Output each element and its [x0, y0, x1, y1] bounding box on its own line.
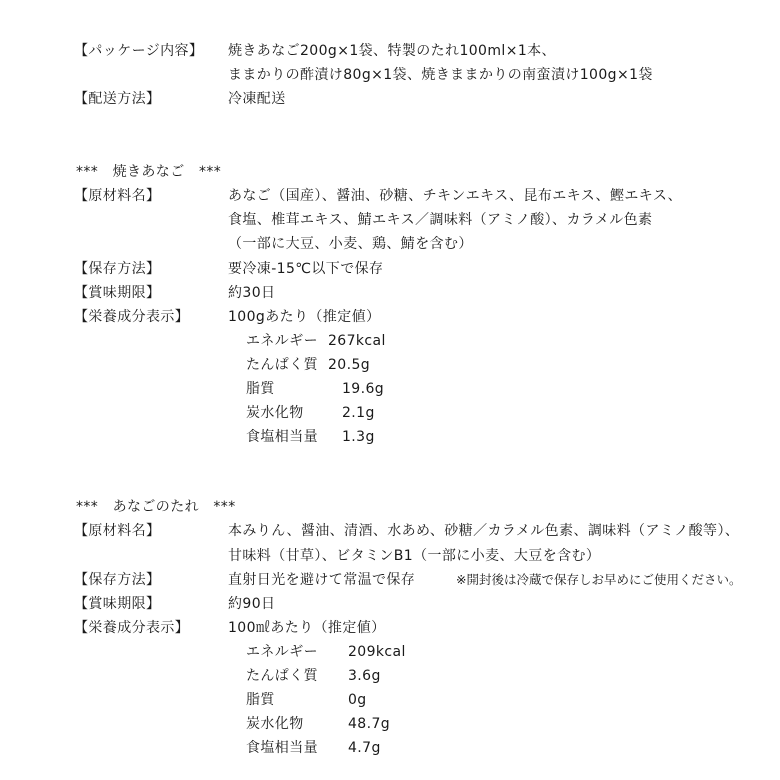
s2-nutrition-name: たんぱく質 — [246, 668, 318, 684]
s1-expiry-value: 約30日 — [228, 285, 276, 301]
s2-storage-label: 【保存方法】 — [74, 572, 161, 588]
s1-ingredients-line2: 食塩、椎茸エキス、鯖エキス／調味料（アミノ酸）、カラメル色素 — [228, 212, 653, 228]
s2-expiry-value: 約90日 — [228, 596, 276, 612]
s1-nutrition-header: 100gあたり（推定値） — [228, 309, 381, 325]
s1-storage-label: 【保存方法】 — [74, 261, 161, 277]
s2-ingredients-label: 【原材料名】 — [74, 523, 161, 539]
s2-nutrition-label: 【栄養成分表示】 — [74, 620, 190, 636]
s1-nutrition-value: 267kcal — [328, 333, 386, 349]
section2-title: *** あなごのたれ *** — [76, 499, 236, 515]
s1-ingredients-line1: あなご（国産）、醤油、砂糖、チキンエキス、昆布エキス、鰹エキス、 — [228, 188, 683, 204]
s1-expiry-label: 【賞味期限】 — [74, 285, 161, 301]
s1-storage-value: 要冷凍-15℃以下で保存 — [228, 261, 384, 277]
s1-ingredients-label: 【原材料名】 — [74, 188, 161, 204]
s1-nutrition-value: 1.3g — [342, 429, 375, 445]
s2-nutrition-name: 食塩相当量 — [246, 740, 318, 756]
s2-ingredients-line2: 甘味料（甘草）、ビタミンB1（一部に小麦、大豆を含む） — [228, 548, 601, 564]
s1-nutrition-name: たんぱく質 — [246, 357, 318, 373]
s2-nutrition-value: 4.7g — [348, 740, 381, 756]
s1-nutrition-value: 20.5g — [328, 357, 371, 373]
package-value-line2: ままかりの酢漬け80g×1袋、焼きままかりの南蛮漬け100g×1袋 — [228, 67, 653, 83]
package-value-line1: 焼きあなご200g×1袋、特製のたれ100ml×1本、 — [228, 43, 556, 59]
s1-nutrition-name: 脂質 — [246, 381, 275, 397]
s2-storage-value: 直射日光を避けて常温で保存 — [228, 572, 416, 588]
package-label: 【パッケージ内容】 — [74, 43, 204, 59]
s2-nutrition-name: 脂質 — [246, 692, 275, 708]
s1-nutrition-label: 【栄養成分表示】 — [74, 309, 190, 325]
s2-nutrition-value: 3.6g — [348, 668, 381, 684]
s2-expiry-label: 【賞味期限】 — [74, 596, 161, 612]
delivery-value: 冷凍配送 — [228, 91, 286, 107]
s1-nutrition-name: 食塩相当量 — [246, 429, 318, 445]
delivery-label: 【配送方法】 — [74, 91, 161, 107]
s1-nutrition-value: 19.6g — [342, 381, 385, 397]
s2-nutrition-value: 0g — [348, 692, 367, 708]
s2-ingredients-line1: 本みりん、醤油、清酒、水あめ、砂糖／カラメル色素、調味料（アミノ酸等）、 — [228, 523, 740, 539]
section1-title: *** 焼きあなご *** — [76, 164, 222, 180]
s2-nutrition-value: 48.7g — [348, 716, 391, 732]
s1-ingredients-line3: （一部に大豆、小麦、鶏、鯖を含む） — [228, 236, 473, 252]
s2-storage-note: ※開封後は冷蔵で保存しお早めにご使用ください。 — [456, 572, 742, 587]
s1-nutrition-name: 炭水化物 — [246, 405, 304, 421]
s2-nutrition-value: 209kcal — [348, 644, 406, 660]
s2-nutrition-name: エネルギー — [246, 644, 318, 660]
s1-nutrition-name: エネルギー — [246, 333, 318, 349]
s2-nutrition-name: 炭水化物 — [246, 716, 304, 732]
s1-nutrition-value: 2.1g — [342, 405, 375, 421]
s2-nutrition-header: 100㎖あたり（推定値） — [228, 620, 386, 636]
